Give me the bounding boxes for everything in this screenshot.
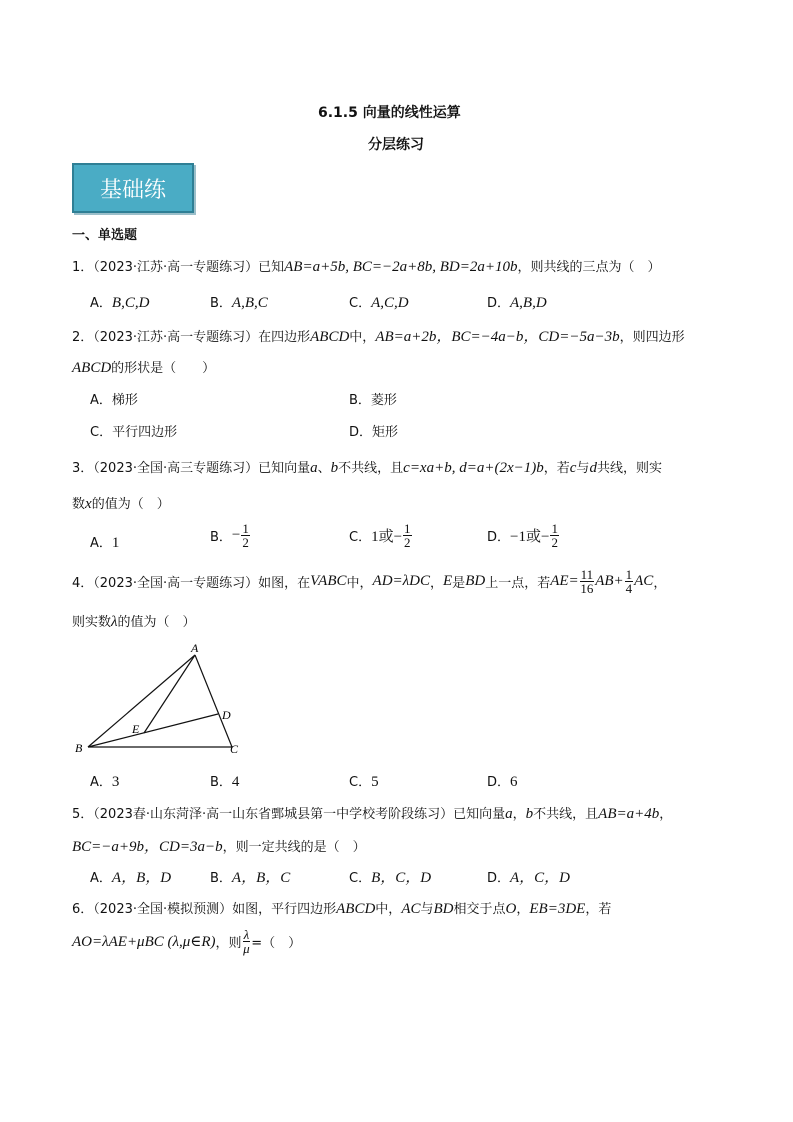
q5-math: AB=a+4b [598,806,660,822]
fraction-numerator: 1 [625,567,633,582]
q6-line2-math: AO=λAE+μBC (λ,μ∈R) [72,934,216,950]
q1-option-a[interactable] [90,292,149,312]
section-heading: 一、单选题 [72,228,138,243]
q4-suffix: ， [653,576,667,591]
option-key: A． [90,393,112,408]
option-key: A． [90,775,112,790]
q3-mid: 不共线，且 [338,461,404,476]
fraction-numerator: 1 [242,521,249,536]
q3-line2-text2: 的值为（ ） [91,497,170,512]
q2-line2-text: 的形状是（ ） [111,361,216,376]
option-key: B． [210,530,232,545]
q2-math: AB=a+2b，BC=−4a−b，CD=−5a−3b [375,329,620,345]
option-text: 梯形 [111,393,138,408]
q3-mid2: ，若 [543,461,570,476]
q2-option-b[interactable] [349,389,397,408]
option-key: D． [487,775,511,790]
q6-mid: 中， [375,902,402,917]
fraction-numerator: 1 [551,521,558,536]
q4-mid: 中， [346,576,373,591]
option-text: A,B,D [510,295,547,311]
q4-option-a[interactable] [90,771,119,791]
option-text: 1或− [371,529,403,545]
q3-prefix: 3．（2023·全国·高三专题练习）已知向量 [72,461,311,476]
q6-line2-end: =（ ） [251,936,302,951]
q4-math2b: AB+ [595,573,624,589]
question-6 [72,898,611,918]
fraction-lambda-mu [243,928,251,955]
q1-prefix: 1．（2023·江苏·高一专题练习）已知 [72,260,285,275]
question-3-line-2 [72,493,170,513]
q4-mid2: ， [429,576,443,591]
q6-bd: BD [433,901,454,917]
label-b: B [75,741,83,755]
label-a: A [191,641,199,655]
q5-sep: ， [512,807,526,822]
fraction-numerator: 11 [580,567,594,582]
q4-var-e: E [443,573,453,589]
option-text: 3 [111,774,120,790]
option-key: C． [90,425,113,440]
option-key: C． [349,775,372,790]
fraction [550,522,559,549]
option-key: B． [210,775,232,790]
q2-suffix: ，则四边形 [619,330,685,345]
question-3 [72,457,662,477]
q2-line2-math: ABCD [72,360,112,376]
option-text: A，B，D [111,870,172,886]
q3-vec-d: d [589,460,597,476]
option-key: A． [90,871,112,886]
option-key: C． [349,296,372,311]
q5-line2-text: ，则一定共线的是（ ） [222,840,366,855]
q3-suffix: 共线，则实 [596,461,662,476]
q5-option-b[interactable] [210,866,290,887]
fraction-numerator: λ [243,927,250,942]
fraction [403,522,412,549]
q5-line2-math: BC=−a+9b，CD=3a−b [72,839,223,855]
q6-suffix: ，若 [585,902,612,917]
q4-option-d[interactable] [487,771,518,791]
option-key: A． [90,536,112,551]
q6-mid2: 相交于点 [453,902,506,917]
q4-tri: VABC [310,573,347,589]
option-text: A,B,C [231,295,268,311]
side-ac [195,655,232,747]
section-badge [72,163,194,213]
q6-math: EB=3DE [529,901,586,917]
option-text: B,C,D [111,295,150,311]
q6-o: O [505,901,517,917]
q4-mid3: 是 [452,576,466,591]
q4-mid4: 上一点，若 [485,576,551,591]
q5-option-c[interactable] [349,866,431,887]
label-c: C [230,742,239,756]
fraction-denominator: 4 [625,581,633,596]
q3-option-d[interactable] [487,522,560,549]
q4-math2c: AC [634,573,654,589]
option-text: 矩形 [372,425,399,440]
fraction-denominator: μ [243,941,250,956]
option-text: 4 [231,774,240,790]
question-6-line-2 [72,928,301,955]
q5-suffix: ， [659,807,673,822]
q1-option-b[interactable] [210,292,268,312]
question-2-line-2 [72,357,215,377]
question-2 [72,325,685,346]
q3-math: c=xa+b, d=a+(2x−1)b [403,460,544,476]
option-text: − [231,527,241,543]
q5-vec-a: a [505,806,513,822]
option-key: D． [487,296,511,311]
badge-label: 基础练 [99,177,166,203]
q4-math1: AD=λDC [372,573,430,589]
q5-vec-b: b [525,806,534,822]
q5-prefix: 5．（2023春·山东菏泽·高一山东省鄄城县第一中学校考阶段练习）已知向量 [72,807,506,822]
option-text: 5 [371,774,379,790]
option-text: −1或− [510,529,550,545]
option-text: 6 [510,774,518,790]
q1-option-d[interactable] [487,292,547,312]
option-key: D． [487,530,511,545]
option-text: B，C，D [371,870,432,886]
q4-seg: BD [465,573,486,589]
fraction-denominator: 16 [580,581,594,596]
q6-with: 与 [420,902,434,917]
q4-math2a: AE= [550,573,579,589]
question-1 [72,256,660,276]
q2-option-c[interactable] [90,421,177,440]
question-5 [72,803,672,823]
q3-line2-var: x [85,496,92,512]
option-key: D． [349,425,373,440]
q2-mid: 中， [349,330,376,345]
q3-option-a[interactable] [90,532,119,552]
q4-option-c[interactable] [349,771,379,791]
q5-option-a[interactable] [90,866,171,887]
q1-math: AB=a+5b, BC=−2a+8b, BD=2a+10b [284,259,518,275]
page-title: 6.1.5 向量的线性运算 [318,105,461,121]
option-key: D． [487,871,511,886]
fraction-numerator: 1 [404,521,411,536]
option-text: 1 [111,535,120,551]
q3-line2-text1: 数 [72,497,86,512]
question-4-line-2 [72,611,196,631]
q6-sep: ， [516,902,530,917]
q6-ac: AC [401,901,421,917]
q2-option-d[interactable] [349,421,398,440]
fraction-denominator: 2 [551,535,558,550]
q4-prefix: 4．（2023·全国·高一专题练习）如图，在 [72,576,311,591]
fraction-denominator: 2 [242,535,249,550]
fraction-denominator: 2 [404,535,411,550]
option-text: 平行四边形 [112,425,178,440]
q3-option-c[interactable] [349,522,413,549]
page-subtitle: 分层练习 [368,137,424,153]
q6-prefix: 6．（2023·全国·模拟预测）如图，平行四边形 [72,902,337,917]
q4-line2-var: λ [111,614,118,630]
triangle-figure [70,640,250,760]
option-key: B． [210,871,232,886]
question-5-line-2 [72,835,366,856]
fraction [241,522,250,549]
q6-line2-text: ，则 [215,936,242,951]
option-text: A，C，D [510,870,571,886]
q3-vec-c: c [569,460,577,476]
option-text: 菱形 [370,393,397,408]
label-d: D [222,708,231,722]
q3-with: 与 [576,461,590,476]
q3-vec-b: b [330,460,339,476]
q2-prefix: 2．（2023·江苏·高一专题练习）在四边形 [72,330,311,345]
option-key: A． [90,296,112,311]
q4-line2-text1: 则实数 [72,615,112,630]
option-text: A,C,D [371,295,409,311]
question-4 [72,568,666,595]
option-key: C． [349,871,372,886]
q3-vec-a: a [310,460,318,476]
fraction-11-16 [580,568,595,595]
label-e: E [132,722,140,736]
q2-abcd: ABCD [310,329,350,345]
option-key: B． [210,296,232,311]
q4-line2-text2: 的值为（ ） [117,615,196,630]
option-key: C． [349,530,372,545]
q5-option-d[interactable] [487,866,570,887]
option-key: B． [349,393,371,408]
q2-option-a[interactable] [90,389,138,408]
q4-option-b[interactable] [210,771,239,791]
fraction-1-4 [625,568,634,595]
q1-option-c[interactable] [349,292,409,312]
q3-option-b[interactable] [210,522,251,549]
q3-sep: 、 [317,461,331,476]
option-text: A，B，C [231,870,291,886]
q1-suffix: ，则共线的三点为（ ） [517,260,661,275]
q6-abcd: ABCD [336,901,376,917]
q5-mid: 不共线，且 [533,807,599,822]
